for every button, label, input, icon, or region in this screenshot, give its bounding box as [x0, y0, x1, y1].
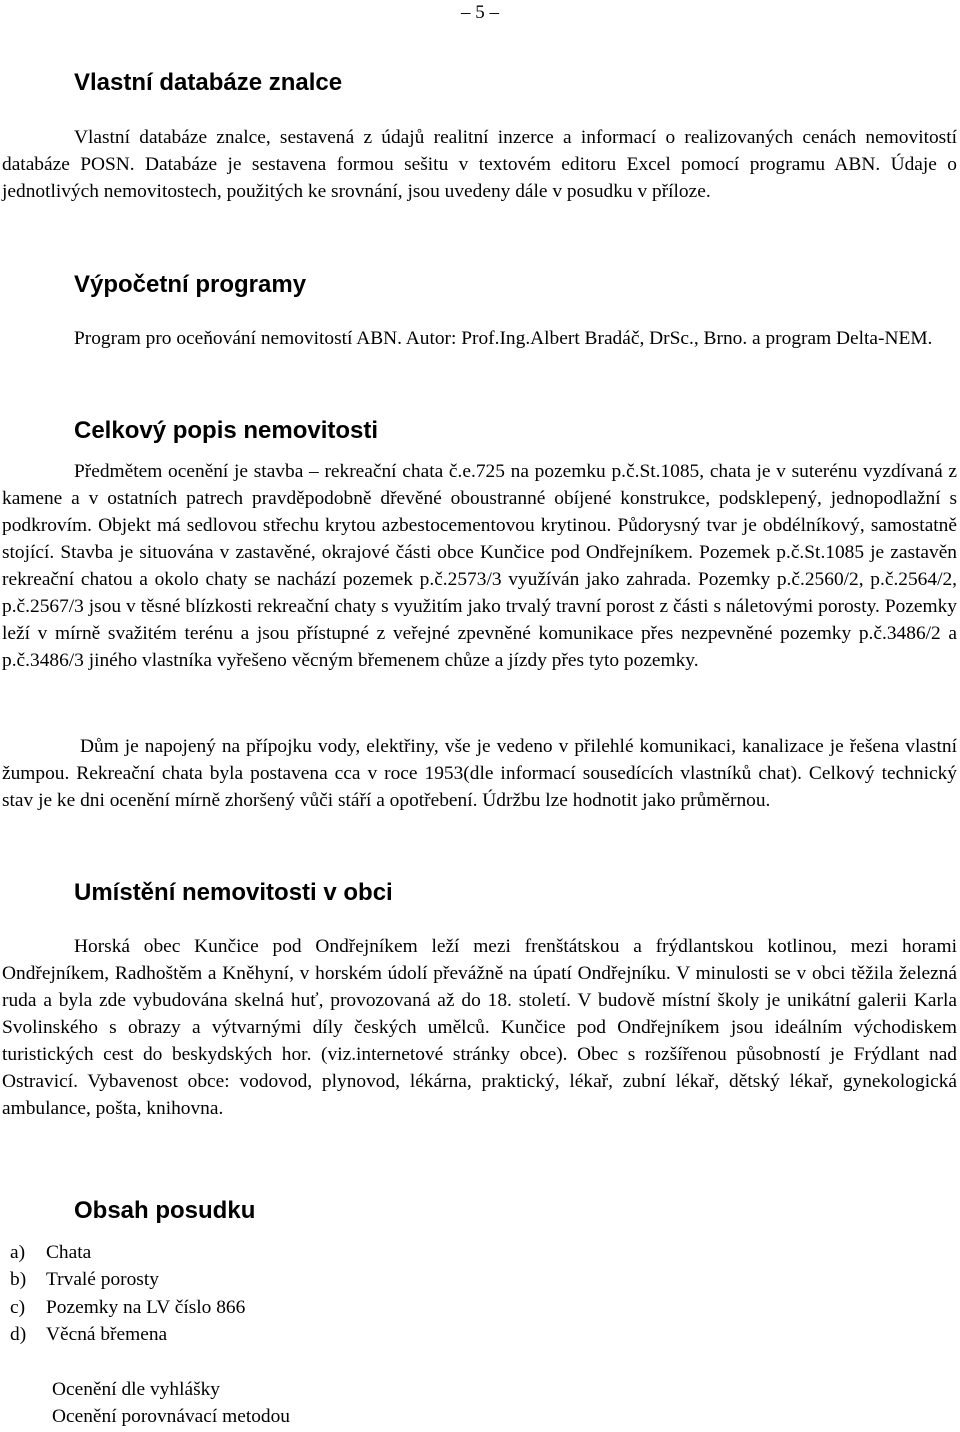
paragraph-popis-2: Dům je napojený na přípojku vody, elektřiny, vše je vedeno v přilehlé komunikaci, kanalizace je řešena vlastní žumpou. Rekreační chata byla postavena cca v roce 1953(dle informací sousedících vlastníků chat). Celkový technický stav je ke dni ocenění mírně zhoršený vůči stáří a opotřebení. Údržbu lze hodnotit jako průměrnou. [2, 736, 957, 811]
list-item: d) Věcná břemena [10, 1323, 168, 1345]
paragraph-databaze: Vlastní databáze znalce, sestavená z údajů realitní inzerce a informací o realizovaných cenách nemovitostí databáze POSN. Databáze je sestavena formou sešitu v textovém editoru Excel pomocí programu ABN. Údaje o jednotlivých nemovitostech, použitých ke srovnání, jsou uvedeny dále v posudku v příloze. [2, 127, 957, 202]
heading-popis: Celkový popis nemovitosti [74, 417, 379, 444]
page-number: – 5 – [461, 2, 499, 23]
list-item: a) Chata [10, 1242, 92, 1263]
paragraph-popis-1: Předmětem ocenění je stavba – rekreační chata č.e.725 na pozemku p.č.St.1085, chata je v suterénu vyzdívaná z kamene a v ostatních patrech pravděpodobně dřevěné oboustranné obíjené konstrukce, podsklepený, jednopodlažní s podkrovím. Objekt má sedlovou střechu krytou azbestocementovou krytinou. Půdorysný tvar je obdélníkový, samostatně stojící. Stavba je situována v zastavěné, okrajové části obce Kunčice pod Ondřejníkem. Pozemek p.č.St.1085 je zastavěn rekreační chatou a okolo chaty se nachází pozemek p.č.2573/3 využíván jako zahrada. Pozemky p.č.2560/2, p.č.2564/2, p.č.2567/3 jsou v těsné blízkosti rekreační chaty s využitím jako trvalý travní porost z části s náletovými porosty. Pozemky leží v mírně svažitém terénu a jsou přístupné z veřejné zpevněné komunikace přes nezpevněné pozemky p.č.3486/2 a p.č.3486/3 jiného vlastníka vyřešeno věcným břemenem chůze a jízdy přes tyto pozemky. [2, 461, 957, 671]
heading-programy: Výpočetní programy [74, 271, 307, 298]
list-item: c) Pozemky na LV číslo 866 [10, 1296, 246, 1318]
method-item: Ocenění dle vyhlášky [52, 1379, 221, 1400]
heading-obsah: Obsah posudku [74, 1197, 256, 1224]
paragraph-umisteni: Horská obec Kunčice pod Ondřejníkem leží mezi frenštátskou a frýdlantskou kotlinou, mezi horami Ondřejníkem, Radhoštěm a Kněhyní, v horském údolí převážně na úpatí Ondřejníku. V minulosti se v obci těžila železná ruda a byla zde vybudována skelná huť, provozovaná až do 18. století. V budově místní školy je unikátní galerii Karla Svolinského s obrazy a výtvarnými díly českých umělců. Kunčice pod Ondřejníkem jsou ideálním východiskem turistických cest do beskydských hor. (viz.internetové stránky obce). Obec s rozšířenou působností je Frýdlant nad Ostravicí. Vybavenost obce: vodovod, plynovod, lékárna, praktický, lékař, zubní lékař, dětský lékař, gynekologická ambulance, pošta, knihovna. [2, 936, 957, 1119]
heading-databaze: Vlastní databáze znalce [74, 69, 343, 96]
heading-umisteni: Umístění nemovitosti v obci [74, 879, 393, 906]
paragraph-programy: Program pro oceňování nemovitostí ABN. Autor: Prof.Ing.Albert Bradáč, DrSc., Brno. a program Delta-NEM. [74, 328, 933, 349]
list-item: b) Trvalé porosty [10, 1269, 159, 1291]
methods-list [52, 1376, 290, 1431]
obsah-list [10, 1239, 245, 1348]
method-item: Ocenění porovnávací metodou [52, 1406, 290, 1428]
